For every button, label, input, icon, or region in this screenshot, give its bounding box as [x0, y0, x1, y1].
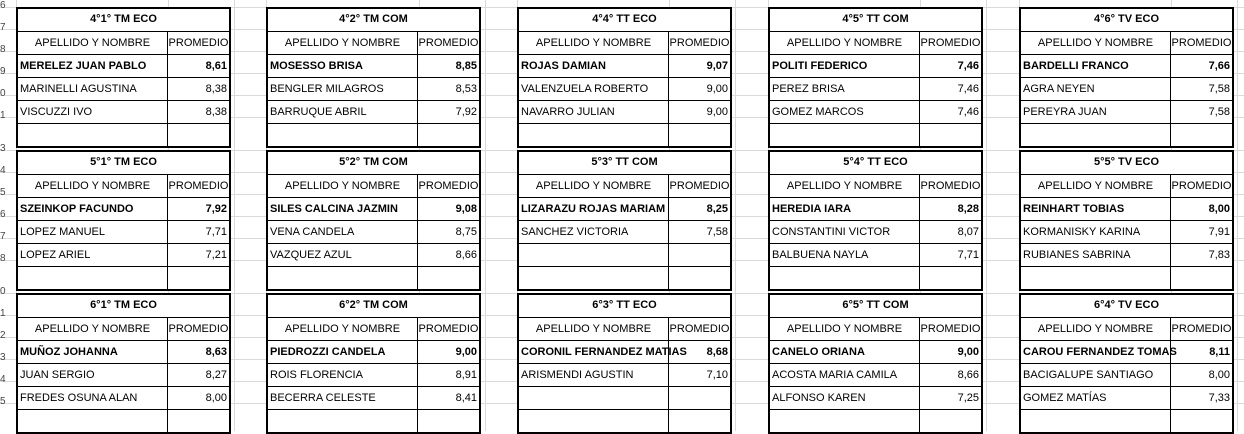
course-title[interactable]: 6°3° TT ECO	[519, 295, 730, 318]
average-cell[interactable]: 8,00	[1208, 369, 1230, 381]
average-column-header[interactable]: PROMEDIO	[1171, 180, 1232, 192]
average-cell[interactable]: 8,07	[957, 226, 979, 238]
student-name-cell[interactable]: CAROU FERNANDEZ TOMAS	[1021, 341, 1171, 363]
average-cell[interactable]	[669, 124, 730, 146]
average-cell[interactable]: 9,00	[455, 346, 477, 358]
student-name-cell[interactable]: BACIGALUPE SANTIAGO	[1021, 364, 1171, 386]
student-name-cell[interactable]: CANELO ORIANA	[770, 341, 920, 363]
student-name-cell[interactable]	[770, 410, 920, 432]
average-cell[interactable]: 8,66	[455, 249, 477, 261]
student-name-cell[interactable]: CORONIL FERNANDEZ MATIAS	[519, 341, 669, 363]
average-cell[interactable]	[418, 124, 479, 146]
student-name-cell[interactable]: LIZARAZU ROJAS MARIAM	[519, 198, 669, 220]
student-name-cell[interactable]: HEREDIA IARA	[770, 198, 920, 220]
table-header-row	[1021, 32, 1232, 55]
average-cell[interactable]	[920, 267, 981, 289]
average-cell[interactable]: 7,46	[957, 83, 979, 95]
average-cell[interactable]: 8,00	[1208, 203, 1230, 215]
student-name-cell[interactable]	[519, 387, 669, 409]
name-column-header[interactable]: APELLIDO Y NOMBRE	[18, 318, 168, 340]
student-name-cell[interactable]: BARRUQUE ABRIL	[268, 101, 418, 123]
name-column-header[interactable]: APELLIDO Y NOMBRE	[268, 318, 418, 340]
average-column-header[interactable]: PROMEDIO	[669, 180, 730, 192]
average-cell[interactable]: 8,27	[205, 369, 227, 381]
table-row	[770, 221, 981, 244]
course-title[interactable]: 6°5° TT COM	[770, 295, 981, 318]
student-name-cell[interactable]: MARINELLI AGUSTINA	[18, 78, 168, 100]
average-cell[interactable]: 7,66	[1208, 60, 1230, 72]
average-cell[interactable]: 8,00	[205, 392, 227, 404]
average-cell[interactable]: 7,33	[1208, 392, 1230, 404]
student-name-cell[interactable]	[519, 244, 669, 266]
average-cell[interactable]	[669, 244, 730, 266]
student-name-cell[interactable]	[268, 410, 418, 432]
average-cell[interactable]: 7,58	[706, 226, 728, 238]
student-name-cell[interactable]: BENGLER MILAGROS	[268, 78, 418, 100]
average-cell[interactable]: 7,21	[205, 249, 227, 261]
student-name-cell[interactable]	[18, 267, 168, 289]
table-header-row	[519, 318, 730, 341]
average-column-header[interactable]: PROMEDIO	[669, 37, 730, 49]
table-row	[18, 101, 229, 124]
table-row	[519, 244, 730, 267]
table-row	[1021, 244, 1232, 267]
table-header-row	[268, 175, 479, 198]
student-name-cell[interactable]: MUÑOZ JOHANNA	[18, 341, 168, 363]
average-cell[interactable]	[669, 410, 730, 432]
course-title[interactable]: 6°2° TM COM	[268, 295, 479, 318]
table-row	[1021, 78, 1232, 101]
table-row	[18, 198, 229, 221]
average-cell[interactable]: 8,28	[957, 203, 979, 215]
row-number[interactable]: 8	[0, 44, 6, 55]
table-row	[519, 267, 730, 291]
student-name-cell[interactable]	[519, 267, 669, 289]
row-number[interactable]: 5	[0, 396, 6, 407]
average-cell[interactable]: 8,41	[455, 392, 477, 404]
row-number[interactable]: 6	[0, 0, 6, 11]
table-row	[519, 364, 730, 387]
table-header-row	[18, 32, 229, 55]
student-name-cell[interactable]	[1021, 267, 1171, 289]
table-row	[770, 198, 981, 221]
average-cell[interactable]: 8,91	[455, 369, 477, 381]
table-row	[519, 55, 730, 78]
table-row	[519, 198, 730, 221]
average-cell[interactable]	[168, 267, 229, 289]
table-row	[1021, 341, 1232, 364]
table-row	[519, 410, 730, 434]
student-name-cell[interactable]: VALENZUELA ROBERTO	[519, 78, 669, 100]
course-title[interactable]: 5°3° TT COM	[519, 152, 730, 175]
average-cell[interactable]: 8,25	[706, 203, 728, 215]
table-row	[18, 267, 229, 291]
name-column-header[interactable]: APELLIDO Y NOMBRE	[1021, 32, 1171, 54]
average-cell[interactable]: 7,71	[957, 249, 979, 261]
table-header-row	[268, 318, 479, 341]
row-number[interactable]: 3	[0, 143, 6, 154]
table-row	[519, 78, 730, 101]
student-name-cell[interactable]	[1021, 124, 1171, 146]
table-row	[268, 198, 479, 221]
table-header-row	[1021, 318, 1232, 341]
average-column-header[interactable]: PROMEDIO	[168, 180, 229, 192]
average-cell[interactable]: 8,66	[957, 369, 979, 381]
name-column-header[interactable]: APELLIDO Y NOMBRE	[770, 175, 920, 197]
course-title[interactable]: 5°4° TT ECO	[770, 152, 981, 175]
grade-table	[1019, 7, 1234, 148]
average-cell[interactable]	[1171, 410, 1232, 432]
row-number[interactable]: 9	[0, 66, 6, 77]
student-name-cell[interactable]: NAVARRO JULIAN	[519, 101, 669, 123]
average-cell[interactable]	[669, 267, 730, 289]
average-cell[interactable]: 8,38	[205, 83, 227, 95]
table-row	[1021, 124, 1232, 148]
grade-table	[768, 293, 983, 434]
grade-table	[266, 7, 481, 148]
course-title[interactable]: 4°4° TT ECO	[519, 9, 730, 32]
course-title[interactable]: 5°5° TV ECO	[1021, 152, 1232, 175]
average-cell[interactable]	[418, 267, 479, 289]
student-name-cell[interactable]	[1021, 410, 1171, 432]
table-row	[770, 101, 981, 124]
average-cell[interactable]: 8,75	[455, 226, 477, 238]
table-row	[18, 124, 229, 148]
student-name-cell[interactable]: VAZQUEZ AZUL	[268, 244, 418, 266]
average-cell[interactable]: 9,07	[706, 60, 728, 72]
row-number[interactable]: 0	[0, 286, 6, 297]
table-row	[18, 244, 229, 267]
name-column-header[interactable]: APELLIDO Y NOMBRE	[519, 32, 669, 54]
table-row	[18, 55, 229, 78]
student-name-cell[interactable]: GOMEZ MARCOS	[770, 101, 920, 123]
average-cell[interactable]: 9,00	[957, 346, 979, 358]
average-cell[interactable]: 7,91	[1208, 226, 1230, 238]
table-row	[268, 78, 479, 101]
average-column-header[interactable]: PROMEDIO	[418, 323, 479, 335]
table-row	[18, 341, 229, 364]
course-title[interactable]: 4°6° TV ECO	[1021, 9, 1232, 32]
grade-table	[16, 7, 231, 148]
student-name-cell[interactable]: ROJAS DAMIAN	[519, 55, 669, 77]
table-row	[519, 341, 730, 364]
average-cell[interactable]: 8,61	[205, 60, 227, 72]
student-name-cell[interactable]: ROIS FLORENCIA	[268, 364, 418, 386]
average-cell[interactable]	[1171, 124, 1232, 146]
table-row	[770, 78, 981, 101]
name-column-header[interactable]: APELLIDO Y NOMBRE	[18, 32, 168, 54]
average-cell[interactable]: 9,00	[706, 83, 728, 95]
name-column-header[interactable]: APELLIDO Y NOMBRE	[268, 175, 418, 197]
student-name-cell[interactable]	[268, 124, 418, 146]
table-row	[268, 267, 479, 291]
course-title[interactable]: 4°5° TT COM	[770, 9, 981, 32]
row-number[interactable]: 1	[0, 308, 6, 319]
row-number[interactable]: 8	[0, 253, 6, 264]
row-number[interactable]: 5	[0, 187, 6, 198]
table-row	[18, 387, 229, 410]
table-row	[268, 244, 479, 267]
grade-table	[1019, 293, 1234, 434]
average-column-header[interactable]: PROMEDIO	[920, 37, 981, 49]
table-header-row	[268, 32, 479, 55]
student-name-cell[interactable]: PEREZ BRISA	[770, 78, 920, 100]
table-row	[1021, 364, 1232, 387]
student-name-cell[interactable]	[519, 124, 669, 146]
table-header-row	[18, 318, 229, 341]
table-header-row	[519, 32, 730, 55]
name-column-header[interactable]: APELLIDO Y NOMBRE	[1021, 175, 1171, 197]
student-name-cell[interactable]: MOSESSO BRISA	[268, 55, 418, 77]
average-cell[interactable]: 8,85	[455, 60, 477, 72]
grade-table	[16, 293, 231, 434]
table-row	[1021, 387, 1232, 410]
name-column-header[interactable]: APELLIDO Y NOMBRE	[18, 175, 168, 197]
grade-table	[16, 150, 231, 291]
average-cell[interactable]: 7,83	[1208, 249, 1230, 261]
student-name-cell[interactable]: REINHART TOBIAS	[1021, 198, 1171, 220]
average-cell[interactable]	[168, 124, 229, 146]
average-column-header[interactable]: PROMEDIO	[1171, 323, 1232, 335]
average-cell[interactable]: 8,63	[205, 346, 227, 358]
name-column-header[interactable]: APELLIDO Y NOMBRE	[770, 318, 920, 340]
row-number[interactable]: 4	[0, 374, 6, 385]
student-name-cell[interactable]: RUBIANES SABRINA	[1021, 244, 1171, 266]
student-name-cell[interactable]: PEREYRA JUAN	[1021, 101, 1171, 123]
table-header-row	[1021, 175, 1232, 198]
average-column-header[interactable]: PROMEDIO	[920, 323, 981, 335]
table-row	[1021, 410, 1232, 434]
course-title[interactable]: 5°2° TM COM	[268, 152, 479, 175]
table-header-row	[770, 32, 981, 55]
average-cell[interactable]: 7,92	[205, 203, 227, 215]
table-row	[18, 364, 229, 387]
average-cell[interactable]	[669, 387, 730, 409]
average-cell[interactable]: 8,38	[205, 106, 227, 118]
table-row	[770, 267, 981, 291]
student-name-cell[interactable]	[18, 124, 168, 146]
student-name-cell[interactable]: LOPEZ ARIEL	[18, 244, 168, 266]
average-cell[interactable]	[1171, 267, 1232, 289]
student-name-cell[interactable]: LOPEZ MANUEL	[18, 221, 168, 243]
average-column-header[interactable]: PROMEDIO	[1171, 37, 1232, 49]
average-cell[interactable]: 9,00	[706, 106, 728, 118]
average-cell[interactable]	[920, 124, 981, 146]
name-column-header[interactable]: APELLIDO Y NOMBRE	[770, 32, 920, 54]
average-column-header[interactable]: PROMEDIO	[418, 180, 479, 192]
grade-table	[1019, 150, 1234, 291]
table-row	[519, 101, 730, 124]
average-column-header[interactable]: PROMEDIO	[920, 180, 981, 192]
average-cell[interactable]: 8,53	[455, 83, 477, 95]
table-header-row	[770, 318, 981, 341]
table-row	[1021, 55, 1232, 78]
row-number[interactable]: 6	[0, 209, 6, 220]
grade-table	[768, 150, 983, 291]
student-name-cell[interactable]	[18, 410, 168, 432]
grade-table	[517, 7, 732, 148]
name-column-header[interactable]: APELLIDO Y NOMBRE	[519, 175, 669, 197]
student-name-cell[interactable]: SZEINKOP FACUNDO	[18, 198, 168, 220]
average-cell[interactable]: 7,58	[1208, 106, 1230, 118]
student-name-cell[interactable]	[770, 124, 920, 146]
row-number[interactable]: 7	[0, 231, 6, 242]
average-cell[interactable]: 7,25	[957, 392, 979, 404]
grade-table	[517, 293, 732, 434]
grade-table	[768, 7, 983, 148]
table-row	[770, 55, 981, 78]
row-number[interactable]: 4	[0, 165, 6, 176]
row-number[interactable]: 3	[0, 352, 6, 363]
name-column-header[interactable]: APELLIDO Y NOMBRE	[1021, 318, 1171, 340]
table-row	[519, 221, 730, 244]
table-header-row	[519, 175, 730, 198]
student-name-cell[interactable]: BALBUENA NAYLA	[770, 244, 920, 266]
table-row	[18, 78, 229, 101]
average-column-header[interactable]: PROMEDIO	[418, 37, 479, 49]
table-header-row	[18, 175, 229, 198]
row-number[interactable]: 1	[0, 110, 6, 121]
grade-table	[266, 150, 481, 291]
student-name-cell[interactable]: VISCUZZI IVO	[18, 101, 168, 123]
table-header-row	[770, 175, 981, 198]
student-name-cell[interactable]: KORMANISKY KARINA	[1021, 221, 1171, 243]
student-name-cell[interactable]: AGRA NEYEN	[1021, 78, 1171, 100]
average-cell[interactable]: 7,46	[957, 106, 979, 118]
student-name-cell[interactable]: BARDELLI FRANCO	[1021, 55, 1171, 77]
student-name-cell[interactable]	[268, 267, 418, 289]
table-row	[268, 410, 479, 434]
student-name-cell[interactable]: VENA CANDELA	[268, 221, 418, 243]
table-row	[770, 341, 981, 364]
table-row	[268, 364, 479, 387]
table-row	[18, 410, 229, 434]
average-cell[interactable]	[418, 410, 479, 432]
student-name-cell[interactable]	[770, 267, 920, 289]
student-name-cell[interactable]: JUAN SERGIO	[18, 364, 168, 386]
student-name-cell[interactable]: ARISMENDI AGUSTIN	[519, 364, 669, 386]
table-row	[268, 221, 479, 244]
name-column-header[interactable]: APELLIDO Y NOMBRE	[268, 32, 418, 54]
name-column-header[interactable]: APELLIDO Y NOMBRE	[519, 318, 669, 340]
average-column-header[interactable]: PROMEDIO	[168, 323, 229, 335]
row-number[interactable]: 2	[0, 330, 6, 341]
table-row	[268, 341, 479, 364]
student-name-cell[interactable]: FREDES OSUNA ALAN	[18, 387, 168, 409]
student-name-cell[interactable]: SILES CALCINA JAZMIN	[268, 198, 418, 220]
student-name-cell[interactable]: ACOSTA MARIA CAMILA	[770, 364, 920, 386]
average-cell[interactable]: 9,08	[455, 203, 477, 215]
table-row	[18, 221, 229, 244]
student-name-cell[interactable]: ALFONSO KAREN	[770, 387, 920, 409]
average-cell[interactable]: 7,46	[957, 60, 979, 72]
student-name-cell[interactable]: GOMEZ MATÍAS	[1021, 387, 1171, 409]
table-row	[268, 124, 479, 148]
student-name-cell[interactable]: SANCHEZ VICTORIA	[519, 221, 669, 243]
table-row	[268, 55, 479, 78]
grade-table	[266, 293, 481, 434]
row-number[interactable]: 0	[0, 88, 6, 99]
table-row	[519, 387, 730, 410]
average-cell[interactable]	[920, 410, 981, 432]
average-cell[interactable]: 7,58	[1208, 83, 1230, 95]
average-cell[interactable]: 8,11	[1209, 346, 1230, 358]
course-title[interactable]: 5°1° TM ECO	[18, 152, 229, 175]
student-name-cell[interactable]: PIEDROZZI CANDELA	[268, 341, 418, 363]
course-title[interactable]: 4°1° TM ECO	[18, 9, 229, 32]
table-row	[770, 410, 981, 434]
table-row	[770, 244, 981, 267]
average-cell[interactable]: 8,68	[706, 346, 728, 358]
average-cell[interactable]: 7,10	[706, 369, 728, 381]
table-row	[268, 387, 479, 410]
table-row	[1021, 101, 1232, 124]
student-name-cell[interactable]	[519, 410, 669, 432]
course-title[interactable]: 6°1° TM ECO	[18, 295, 229, 318]
table-row	[770, 124, 981, 148]
table-row	[519, 124, 730, 148]
student-name-cell[interactable]: POLITI FEDERICO	[770, 55, 920, 77]
average-column-header[interactable]: PROMEDIO	[669, 323, 730, 335]
course-title[interactable]: 4°2° TM COM	[268, 9, 479, 32]
table-row	[1021, 221, 1232, 244]
average-column-header[interactable]: PROMEDIO	[168, 37, 229, 49]
student-name-cell[interactable]: MERELEZ JUAN PABLO	[18, 55, 168, 77]
table-row	[770, 387, 981, 410]
student-name-cell[interactable]: CONSTANTINI VICTOR	[770, 221, 920, 243]
table-row	[1021, 198, 1232, 221]
average-cell[interactable]: 7,92	[455, 106, 477, 118]
table-row	[770, 364, 981, 387]
average-cell[interactable]	[168, 410, 229, 432]
average-cell[interactable]: 7,71	[205, 226, 227, 238]
row-number[interactable]: 7	[0, 22, 6, 33]
grade-table	[517, 150, 732, 291]
student-name-cell[interactable]: BECERRA CELESTE	[268, 387, 418, 409]
table-row	[1021, 267, 1232, 291]
table-row	[268, 101, 479, 124]
course-title[interactable]: 6°4° TV ECO	[1021, 295, 1232, 318]
